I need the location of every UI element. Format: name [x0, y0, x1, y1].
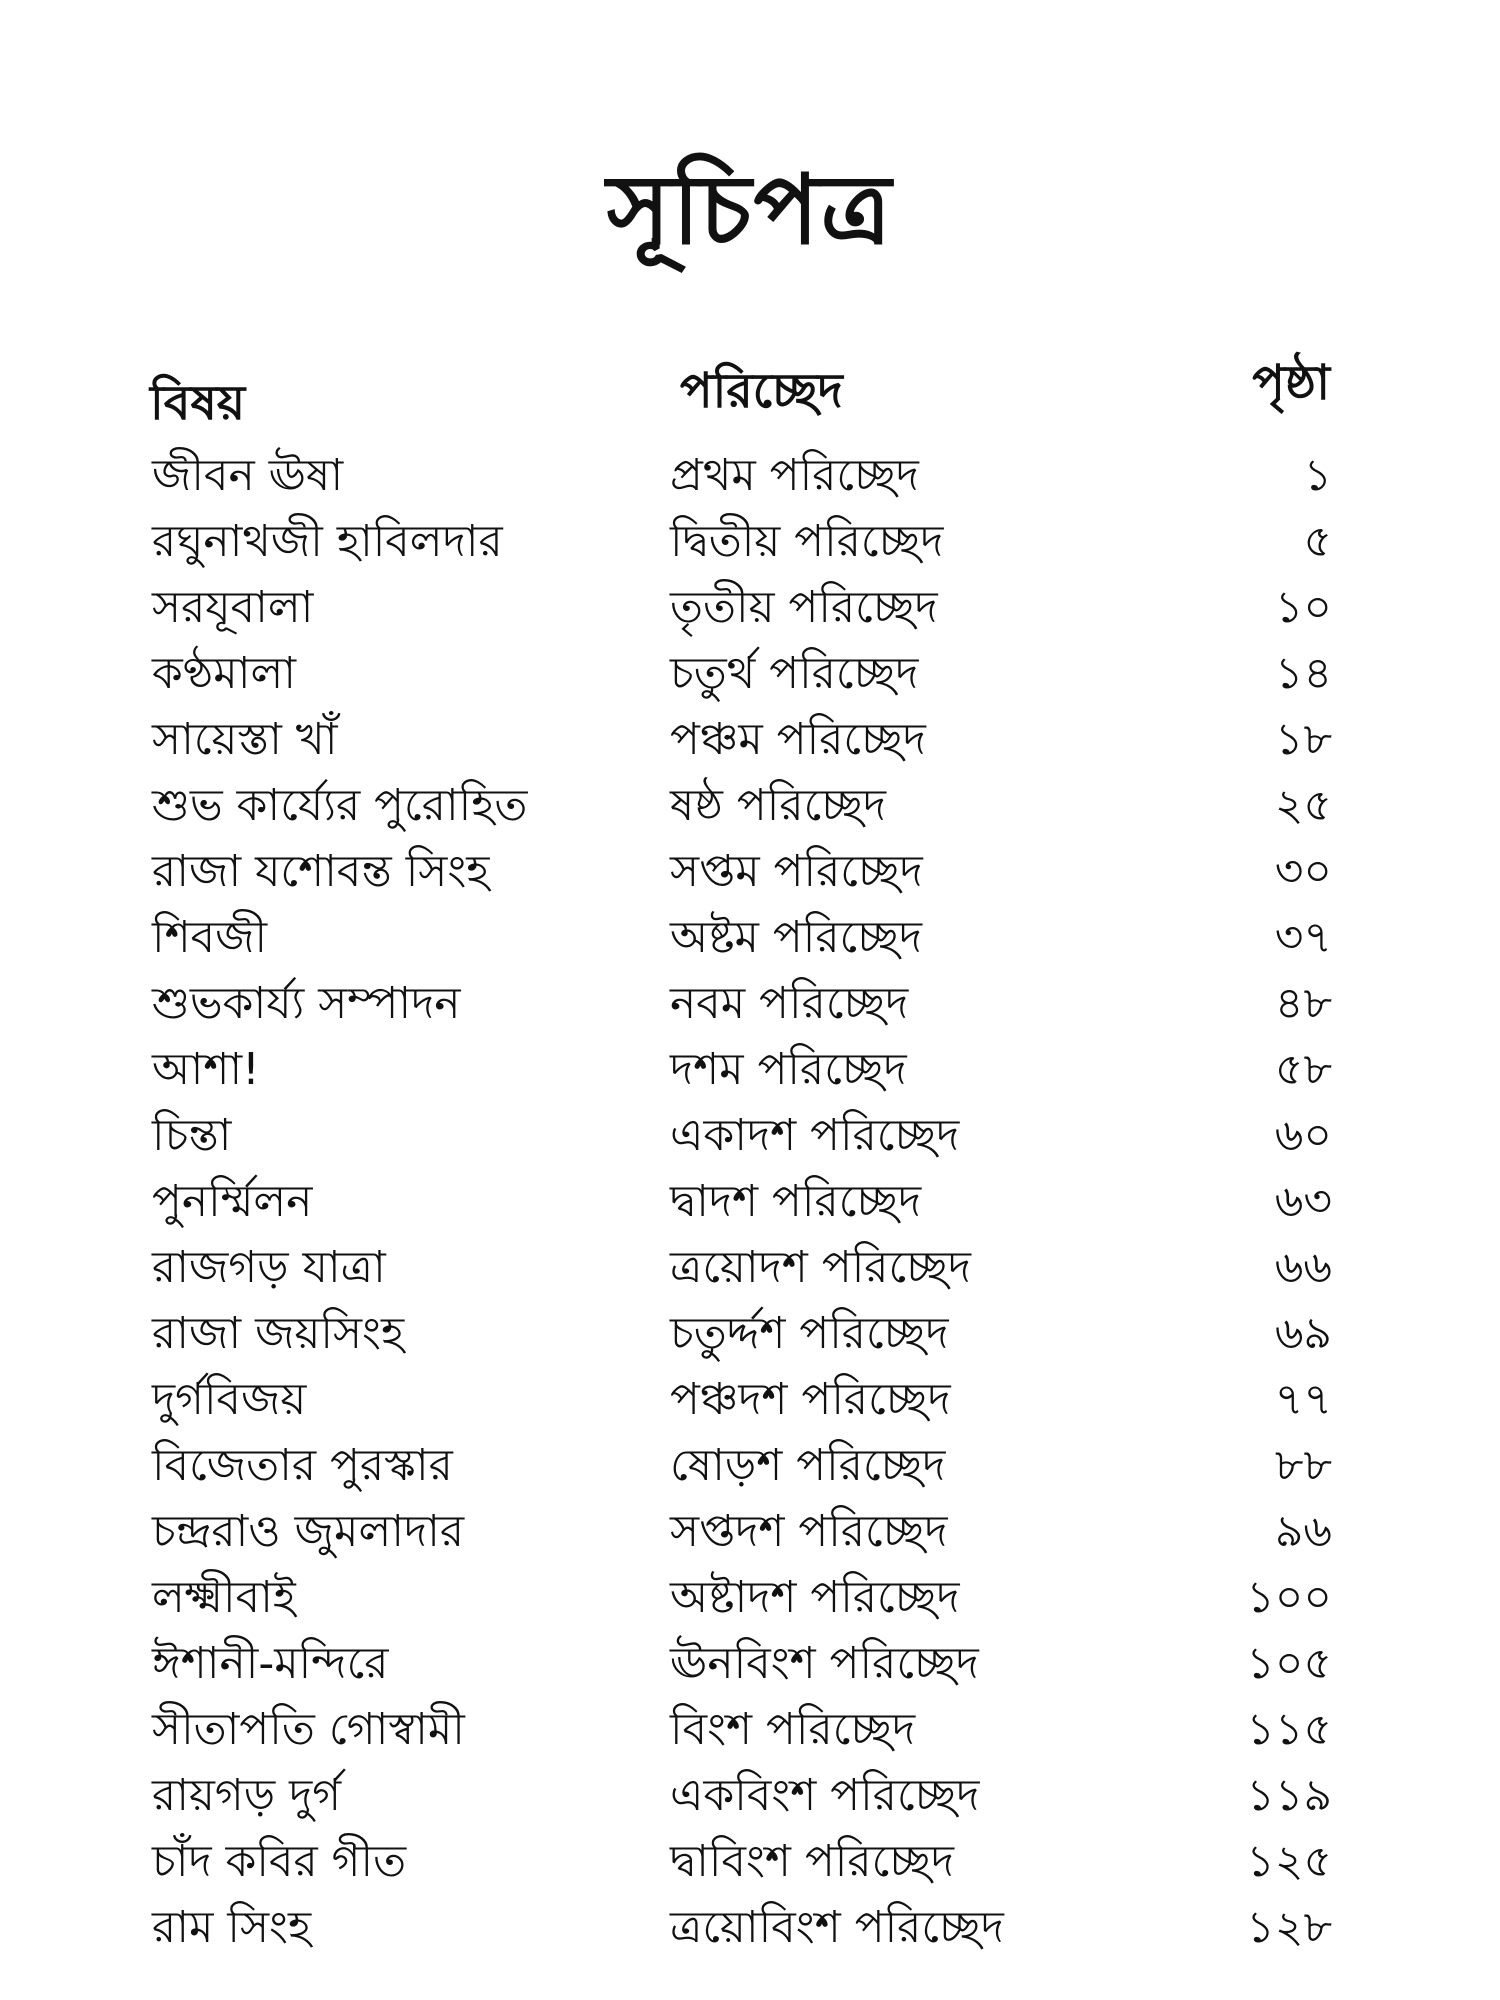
item-chapter: ঊনবিংশ পরিচ্ছেদ: [670, 1638, 979, 1689]
item-page: ১০৫: [1246, 1638, 1332, 1689]
item-chapter: প্রথম পরিচ্ছেদ: [670, 450, 919, 501]
item-chapter: একবিংশ পরিচ্ছেদ: [670, 1770, 980, 1821]
item-subject: সায়েস্তা খাঁ: [152, 714, 338, 765]
item-chapter: চতুর্দ্দশ পরিচ্ছেদ: [670, 1308, 949, 1359]
item-page: ৩৭: [1274, 912, 1332, 963]
item-page: ৬৩: [1274, 1176, 1332, 1227]
list-item: [0, 1103, 1500, 1169]
item-chapter: অষ্টাদশ পরিচ্ছেদ: [670, 1572, 960, 1623]
list-item: [0, 1895, 1500, 1961]
item-page: ৯৬: [1274, 1506, 1332, 1557]
item-page: ১২৫: [1246, 1836, 1332, 1887]
item-chapter: ত্রয়োবিংশ পরিচ্ছেদ: [670, 1902, 1004, 1953]
list-item: [0, 1037, 1500, 1103]
item-subject: রাজা যশোবন্ত সিংহ: [152, 846, 490, 897]
item-subject: পুনর্ম্মিলন: [152, 1176, 313, 1227]
item-chapter: চতুর্থ পরিচ্ছেদ: [670, 648, 919, 699]
list-item: [0, 905, 1500, 971]
list-item: [0, 1235, 1500, 1301]
item-page: ৬০: [1274, 1110, 1332, 1161]
list-item: [0, 1631, 1500, 1697]
item-subject: শুভকার্য্য সম্পাদন: [152, 978, 461, 1029]
item-subject: সীতাপতি গোস্বামী: [152, 1704, 465, 1755]
list-item: [0, 443, 1500, 509]
item-subject: রঘুনাথজী হাবিলদার: [152, 516, 503, 567]
item-subject: চাঁদ কবির গীত: [152, 1836, 407, 1887]
item-subject: সরযূবালা: [152, 582, 314, 633]
item-chapter: পঞ্চদশ পরিচ্ছেদ: [670, 1374, 951, 1425]
item-chapter: সপ্তদশ পরিচ্ছেদ: [670, 1506, 948, 1557]
item-page: ১০: [1274, 582, 1332, 633]
list-item: [0, 1367, 1500, 1433]
list-item: [0, 509, 1500, 575]
list-item: [0, 1829, 1500, 1895]
item-subject: চিন্তা: [152, 1110, 232, 1161]
item-subject: লক্ষ্মীবাই: [152, 1572, 296, 1623]
item-page: ১৪: [1274, 648, 1332, 699]
list-item: [0, 707, 1500, 773]
list-item: [0, 1565, 1500, 1631]
header-subject: বিষয়: [150, 375, 246, 431]
list-item: [0, 1763, 1500, 1829]
list-item: [0, 1499, 1500, 1565]
item-subject: রায়গড় দুর্গ: [152, 1770, 342, 1821]
item-chapter: অষ্টম পরিচ্ছেদ: [670, 912, 923, 963]
item-subject: রাজা জয়সিংহ: [152, 1308, 405, 1359]
header-chapter: পরিচ্ছেদ: [680, 363, 843, 419]
list-item: [0, 839, 1500, 905]
list-item: [0, 971, 1500, 1037]
item-page: ৫: [1303, 516, 1332, 567]
item-subject: চন্দ্ররাও জুমলাদার: [152, 1506, 465, 1557]
item-page: ১৮: [1274, 714, 1332, 765]
item-chapter: ষষ্ঠ পরিচ্ছেদ: [670, 780, 887, 831]
item-page: ৮৮: [1274, 1440, 1332, 1491]
list-item: [0, 1697, 1500, 1763]
item-subject: বিজেতার পুরস্কার: [152, 1440, 453, 1491]
item-chapter: দ্বাদশ পরিচ্ছেদ: [670, 1176, 922, 1227]
item-subject: শুভ কার্য্যের পুরোহিত: [152, 780, 528, 831]
contents-list: [0, 443, 1500, 1961]
item-subject: আশা!: [152, 1044, 260, 1095]
item-chapter: ত্রয়োদশ পরিচ্ছেদ: [670, 1242, 971, 1293]
item-page: ৬৬: [1274, 1242, 1332, 1293]
list-item: [0, 575, 1500, 641]
list-item: [0, 773, 1500, 839]
header-page: পৃষ্ঠা: [1252, 355, 1330, 411]
item-chapter: দ্বাবিংশ পরিচ্ছেদ: [670, 1836, 955, 1887]
item-chapter: ষোড়শ পরিচ্ছেদ: [670, 1440, 946, 1491]
item-subject: রাজগড় যাত্রা: [152, 1242, 386, 1293]
item-page: ১: [1303, 450, 1332, 501]
item-subject: কণ্ঠমালা: [152, 648, 297, 699]
list-item: [0, 1169, 1500, 1235]
list-item: [0, 1301, 1500, 1367]
item-page: ৬৯: [1274, 1308, 1332, 1359]
page-title: সূচিপত্র: [606, 154, 894, 266]
item-subject: জীবন ঊষা: [152, 450, 344, 501]
item-page: ১২৮: [1246, 1902, 1332, 1953]
list-item: [0, 1433, 1500, 1499]
item-chapter: দশম পরিচ্ছেদ: [670, 1044, 907, 1095]
item-chapter: একাদশ পরিচ্ছেদ: [670, 1110, 960, 1161]
item-chapter: বিংশ পরিচ্ছেদ: [670, 1704, 916, 1755]
item-page: ৪৮: [1274, 978, 1332, 1029]
item-page: ২৫: [1274, 780, 1332, 831]
item-chapter: নবম পরিচ্ছেদ: [670, 978, 909, 1029]
item-page: ৫৮: [1274, 1044, 1332, 1095]
item-page: ৭৭: [1274, 1374, 1332, 1425]
item-subject: শিবজী: [152, 912, 268, 963]
item-subject: দুর্গবিজয়: [152, 1374, 307, 1425]
item-chapter: তৃতীয় পরিচ্ছেদ: [670, 582, 938, 633]
item-chapter: দ্বিতীয় পরিচ্ছেদ: [670, 516, 944, 567]
item-chapter: পঞ্চম পরিচ্ছেদ: [670, 714, 926, 765]
column-header-row: [0, 352, 1500, 431]
item-page: ১০০: [1246, 1572, 1332, 1623]
item-page: ১১৯: [1246, 1770, 1332, 1821]
item-chapter: সপ্তম পরিচ্ছেদ: [670, 846, 923, 897]
item-subject: রাম সিংহ: [152, 1902, 312, 1953]
list-item: [0, 641, 1500, 707]
item-page: ৩০: [1274, 846, 1332, 897]
item-subject: ঈশানী-মন্দিরে: [152, 1638, 389, 1689]
item-page: ১১৫: [1246, 1704, 1332, 1755]
